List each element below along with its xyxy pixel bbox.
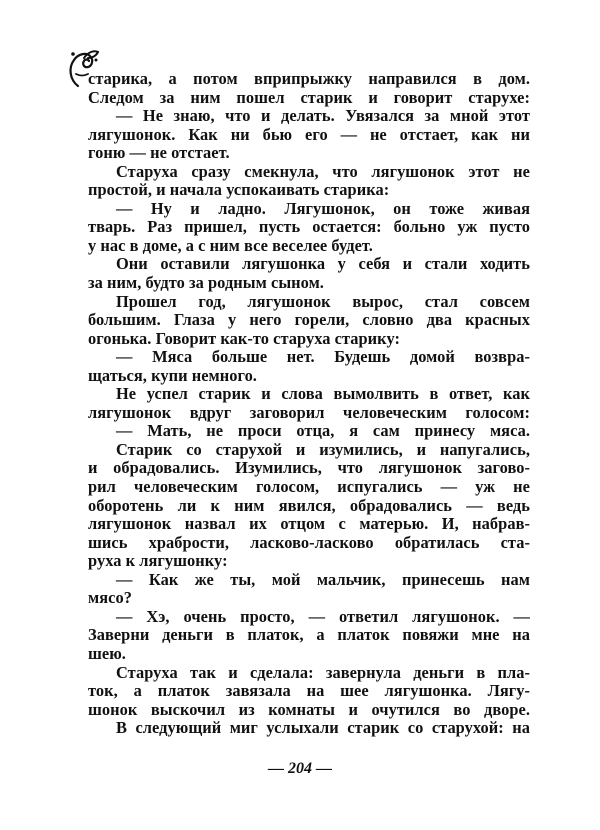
text-line: — Не знаю, что и делать. Увязался за мной этот [116, 106, 530, 126]
text-line: — Ну и ладно. Лягушонок, он тоже живая [116, 198, 530, 218]
text-line: лягушонок вдруг заговорил человеческим голосом: [88, 402, 530, 422]
text-line: рил человеческим голосом, испугались — уж не [88, 477, 530, 497]
text-line: щаться, купи немного. [88, 365, 257, 385]
text-line: Не успел старик и слова вымолвить в ответ, как [116, 384, 530, 404]
text-line: Старик со старухой и изумились, и напугались, [116, 439, 530, 459]
text-line: — Хэ, очень просто, — ответил лягушонок. — [116, 606, 530, 626]
text-line: оборотень ли к ним явился, обрадовались — ведь [88, 495, 530, 515]
text-line: — Как же ты, мой мальчик, принесешь нам [116, 569, 530, 589]
text-line: шонок выскочил из комнаты и очутился во дворе. [88, 699, 530, 719]
text-line: Заверни деньги в платок, а платок повяжи мне на [88, 625, 530, 645]
text-line: Они оставили лягушонка у себя и стали ходить [116, 254, 530, 274]
page-number: — 204 — [268, 760, 332, 777]
text-line: Старуха сразу смекнула, что лягушонок этот не [116, 161, 530, 181]
text-line: простой, и начала успокаивать старика: [88, 180, 390, 200]
text-line: шись храбрости, ласково-ласково обратилась ста- [88, 532, 530, 552]
text-line: — Мяса больше нет. Будешь домой возвра- [116, 347, 530, 367]
text-line: у нас в доме, а с ним все веселее будет. [88, 235, 373, 255]
text-line: и обрадовались. Изумились, что лягушонок загово- [88, 458, 530, 478]
text-line: гоню — не отстает. [88, 143, 230, 163]
text-line: руха к лягушонку: [88, 551, 228, 571]
text-line: за ним, будто за родным сыном. [88, 273, 324, 293]
text-line: тварь. Раз пришел, пусть остается: больно уж пусто [88, 217, 530, 237]
text-line: Старуха так и сделала: завернула деньги в пла- [116, 662, 530, 682]
text-line: В следующий миг услыхали старик со старухой: на [116, 718, 530, 738]
text-line: лягушонок. Как ни бью его — не отстает, как ни [88, 124, 530, 144]
text-line: — Мать, не проси отца, я сам принесу мяса. [116, 421, 530, 441]
text-line: старика, а потом вприпрыжку направился в дом. [88, 69, 530, 88]
text-line: Следом за ним пошел старик и говорит старухе: [88, 87, 530, 107]
text-line: шею. [88, 643, 126, 663]
text-line: ток, а платок завязала на шее лягушонка. Лягу- [88, 681, 530, 701]
text-line: мясо? [88, 588, 132, 608]
text-line: огонька. Говорит как-то старуха старику: [88, 328, 400, 348]
text-line: Прошел год, лягушонок вырос, стал совсем [116, 291, 530, 311]
text-line: лягушонок назвал их отцом с матерью. И, набрав- [88, 514, 530, 534]
text-line: большим. Глаза у него горели, словно два красных [88, 310, 530, 330]
story-text [88, 70, 530, 738]
